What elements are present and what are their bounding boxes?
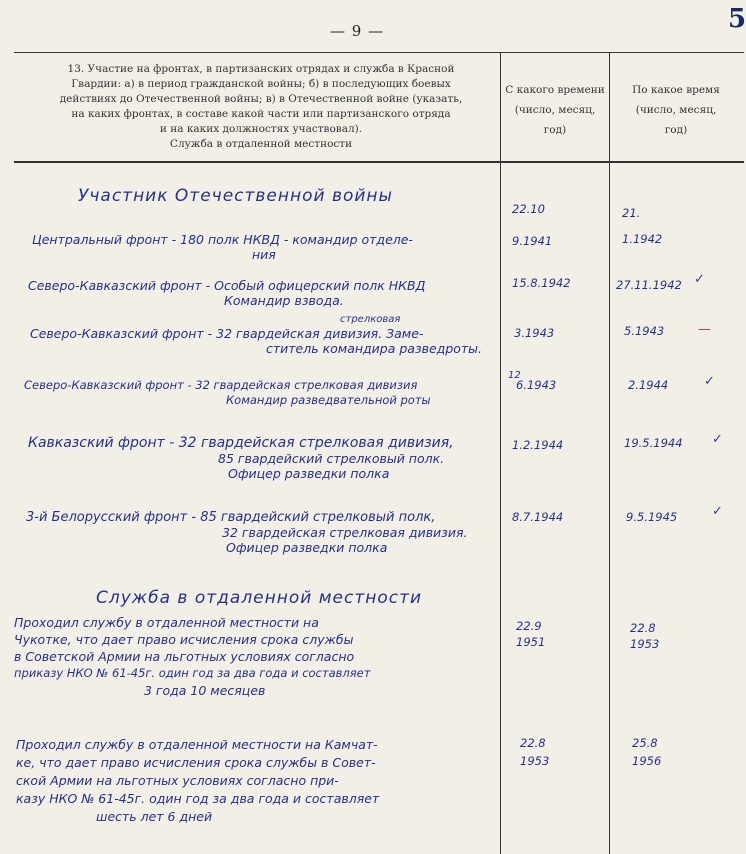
- check-mark: ✓: [704, 374, 715, 389]
- entry-line: Командир взвода.: [224, 293, 344, 308]
- entry-to-date: 2.1944: [628, 378, 669, 392]
- entry-to-date: 1.1942: [622, 232, 663, 246]
- corner-mark: 5: [728, 4, 746, 34]
- entry-line: Командир разведвательной роты: [226, 393, 431, 407]
- entry-insertion: стрелковая: [340, 314, 401, 325]
- entry-line: Северо-Кавказский фронт - 32 гвардейская дивизия. Заме-: [30, 326, 424, 341]
- remote-from-year: 1953: [520, 754, 550, 768]
- header-bottom-rule: [14, 161, 744, 163]
- entry-to-date: 19.5.1944: [624, 436, 683, 450]
- column-divider-2: [609, 52, 610, 854]
- entry-text: [26, 510, 467, 555]
- entry-line: Северо-Кавказский фронт - 32 гвардейская стрелковая дивизия: [24, 378, 418, 392]
- remote-to-date: [632, 734, 661, 770]
- section-to-note: 21.: [622, 206, 641, 220]
- check-mark: ✓: [712, 504, 723, 519]
- entry-line: Офицер разведки полка: [228, 466, 390, 481]
- entry-line: ститель командира разведроты.: [266, 341, 483, 356]
- remote-to-day: 22.8: [630, 621, 656, 635]
- remote-from-date: [516, 618, 545, 650]
- entry-text: [28, 278, 425, 308]
- remote-line: Чукотке, что дает право исчисления срока службы: [14, 632, 354, 647]
- entry-line: ния: [252, 247, 276, 262]
- entry-text: [30, 326, 482, 356]
- header-col3-line: (число, месяц,: [635, 104, 717, 116]
- remote-from-date: [520, 734, 549, 770]
- header-col3-line: По какое время: [632, 84, 720, 96]
- entry-from-date: 3.1943: [514, 326, 555, 340]
- header-col1-line: 13. Участие на фронтах, в партизанских отрядах и служба в Красной: [67, 63, 455, 75]
- header-col3-line: год): [664, 124, 688, 136]
- entry-line: Офицер разведки полка: [226, 540, 388, 555]
- entry-from-date: 9.1941: [512, 234, 553, 248]
- header-col2-line: С какого времени: [505, 84, 605, 96]
- entry-text: [24, 378, 431, 408]
- entry-from-date: 15.8.1942: [512, 276, 571, 290]
- entry-line: Северо-Кавказский фронт - Особый офицерский полк НКВД: [28, 278, 426, 293]
- entry-from-date: 1.2.1944: [512, 438, 564, 452]
- remote-line: казу НКО № 61-45г. один год за два года и составляет: [16, 791, 380, 806]
- section-title-war: Участник Отечественной войны: [78, 186, 393, 206]
- entry-text: [28, 436, 454, 481]
- remote-to-year: 1953: [630, 637, 660, 651]
- entry-from-note: 12: [508, 370, 521, 381]
- entry-line: 85 гвардейский стрелковый полк.: [218, 451, 445, 466]
- section-title-remote: Служба в отдаленной местности: [96, 588, 423, 608]
- entry-from-date: 8.7.1944: [512, 510, 564, 524]
- header-col1-line: Служба в отдаленной местности: [169, 138, 353, 150]
- entry-to-date: 27.11.1942: [616, 278, 682, 292]
- remote-line: Проходил службу в отдаленной местности на: [14, 615, 319, 630]
- remote-line: ке, что дает право исчисления срока службы в Совет-: [16, 755, 376, 770]
- header-col1-line: Гвардии: а) в период гражданской войны; б) в последующих боевых: [71, 78, 451, 90]
- remote-text: [14, 614, 370, 699]
- entry-from-date: 6.1943: [516, 378, 557, 392]
- remote-from-year: 1951: [516, 635, 546, 649]
- column-divider-1: [500, 52, 501, 854]
- remote-from-day: 22.8: [520, 736, 546, 750]
- dash-mark: —: [698, 322, 711, 337]
- remote-text: [16, 736, 379, 826]
- remote-line: в Советской Армии на льготных условиях согласно: [14, 649, 355, 664]
- header-col1-line: на каких фронтах, в составе какой части или партизанского отряда: [71, 108, 451, 120]
- entry-to-date: 9.5.1945: [626, 510, 678, 524]
- page-number: — 9 —: [330, 22, 385, 40]
- check-mark: ✓: [694, 272, 705, 287]
- entry-line: 3-й Белорусский фронт - 85 гвардейский стрелковый полк,: [26, 510, 436, 525]
- remote-line: Проходил службу в отдаленной местности на Камчат-: [16, 737, 378, 752]
- header-col1: [28, 62, 494, 152]
- remote-from-day: 22.9: [516, 619, 542, 633]
- header-col2-line: (число, месяц,: [514, 104, 596, 116]
- section-from-note: 22.10: [512, 202, 545, 216]
- remote-to-day: 25.8: [632, 736, 658, 750]
- entry-line: Кавказский фронт - 32 гвардейская стрелковая дивизия,: [28, 435, 454, 451]
- remote-line: ской Армии на льготных условиях согласно при-: [16, 773, 339, 788]
- remote-line: шесть лет 6 дней: [96, 809, 213, 824]
- entry-line: 32 гвардейская стрелковая дивизия.: [222, 525, 468, 540]
- header-col2-line: год): [543, 124, 567, 136]
- entry-text: [32, 232, 413, 262]
- remote-to-year: 1956: [632, 754, 662, 768]
- table-top-rule: [14, 52, 744, 53]
- entry-line: Центральный фронт - 180 полк НКВД - командир отделе-: [32, 232, 413, 247]
- header-col1-line: действиях до Отечественной войны; в) в Отечественной войне (указать,: [59, 93, 463, 105]
- header-col1-line: и на каких должностях участвовал).: [159, 123, 363, 135]
- header-col3: [611, 80, 741, 140]
- remote-to-date: [630, 620, 659, 652]
- remote-line: 3 года 10 месяцев: [144, 683, 266, 698]
- check-mark: ✓: [712, 432, 723, 447]
- remote-line: приказу НКО № 61-45г. один год за два года и составляет: [14, 666, 371, 680]
- header-col2: [502, 80, 608, 140]
- entry-to-date: 5.1943: [624, 324, 665, 338]
